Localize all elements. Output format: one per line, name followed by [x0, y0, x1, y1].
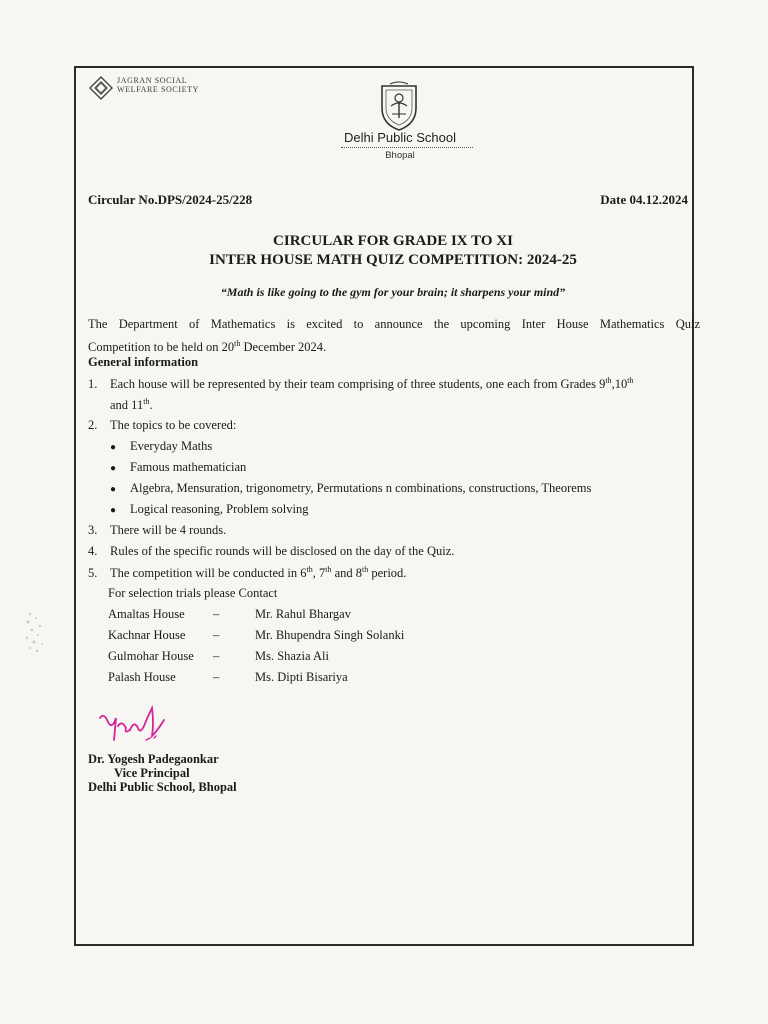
topic-item: ● Everyday Maths [110, 439, 213, 453]
scan-speck [20, 608, 50, 656]
signatory-school: Delhi Public School, Bhopal [88, 780, 237, 794]
contact-row: Gulmohar House – Ms. Shazia Ali [108, 649, 329, 663]
circular-title-line1: CIRCULAR FOR GRADE IX TO XI [273, 233, 513, 249]
list-item-2: 2. The topics to be covered: [88, 418, 237, 432]
topic-item: ● Algebra, Mensuration, trigonometry, Permutations n combinations, constructions, Theorems [110, 481, 592, 495]
contacts-heading: For selection trials please Contact [108, 586, 278, 600]
list-item-4: 4. Rules of the specific rounds will be disclosed on the day of the Quiz. [88, 544, 455, 558]
jagran-society-logo-icon [89, 76, 113, 100]
list-item-3: 3. There will be 4 rounds. [88, 523, 227, 537]
topic-item: ● Logical reasoning, Problem solving [110, 502, 309, 516]
intro-paragraph [88, 314, 700, 357]
circular-number: Circular No.DPS/2024-25/228 [88, 192, 253, 207]
circular-quote: “Math is like going to the gym for your brain; it sharpens your mind” [220, 285, 566, 299]
signatory-title: Vice Principal [114, 766, 190, 780]
school-city: Bhopal [385, 150, 415, 161]
contact-row: Palash House – Ms. Dipti Bisariya [108, 670, 348, 684]
circular-date: Date 04.12.2024 [600, 192, 688, 207]
topic-item: ● Famous mathematician [110, 460, 247, 474]
bullet-icon: ● [110, 442, 117, 453]
handwritten-signature [94, 700, 172, 752]
bullet-icon: ● [110, 484, 117, 495]
contact-row: Amaltas House – Mr. Rahul Bhargav [108, 607, 351, 621]
list-item-1-continued: and 11th. [110, 397, 153, 413]
general-information-heading: General information [88, 355, 199, 369]
intro-line1: The Department of Mathematics is excited to announce the upcoming Inter House Mathematics Quiz [88, 317, 700, 331]
school-emblem-icon [378, 80, 420, 132]
list-item-5: 5. The competition will be conducted in 6th, 7th and 8th period. [88, 565, 407, 581]
contact-row: Kachnar House – Mr. Bhupendra Singh Solanki [108, 628, 405, 642]
school-name-underline [341, 147, 473, 148]
society-name: JAGRAN SOCIAL WELFARE SOCIETY [117, 76, 199, 94]
signatory-name: Dr. Yogesh Padegaonkar [88, 752, 219, 766]
list-item-1: 1. Each house will be represented by their team comprising of three students, one each from Grades 9th,10th [88, 376, 634, 392]
intro-line2: Competition to be held on 20th December 2024. [88, 339, 327, 355]
bullet-icon: ● [110, 463, 117, 474]
bullet-icon: ● [110, 505, 117, 516]
circular-title-line2: INTER HOUSE MATH QUIZ COMPETITION: 2024-25 [209, 252, 577, 268]
school-name: Delhi Public School [343, 130, 456, 145]
